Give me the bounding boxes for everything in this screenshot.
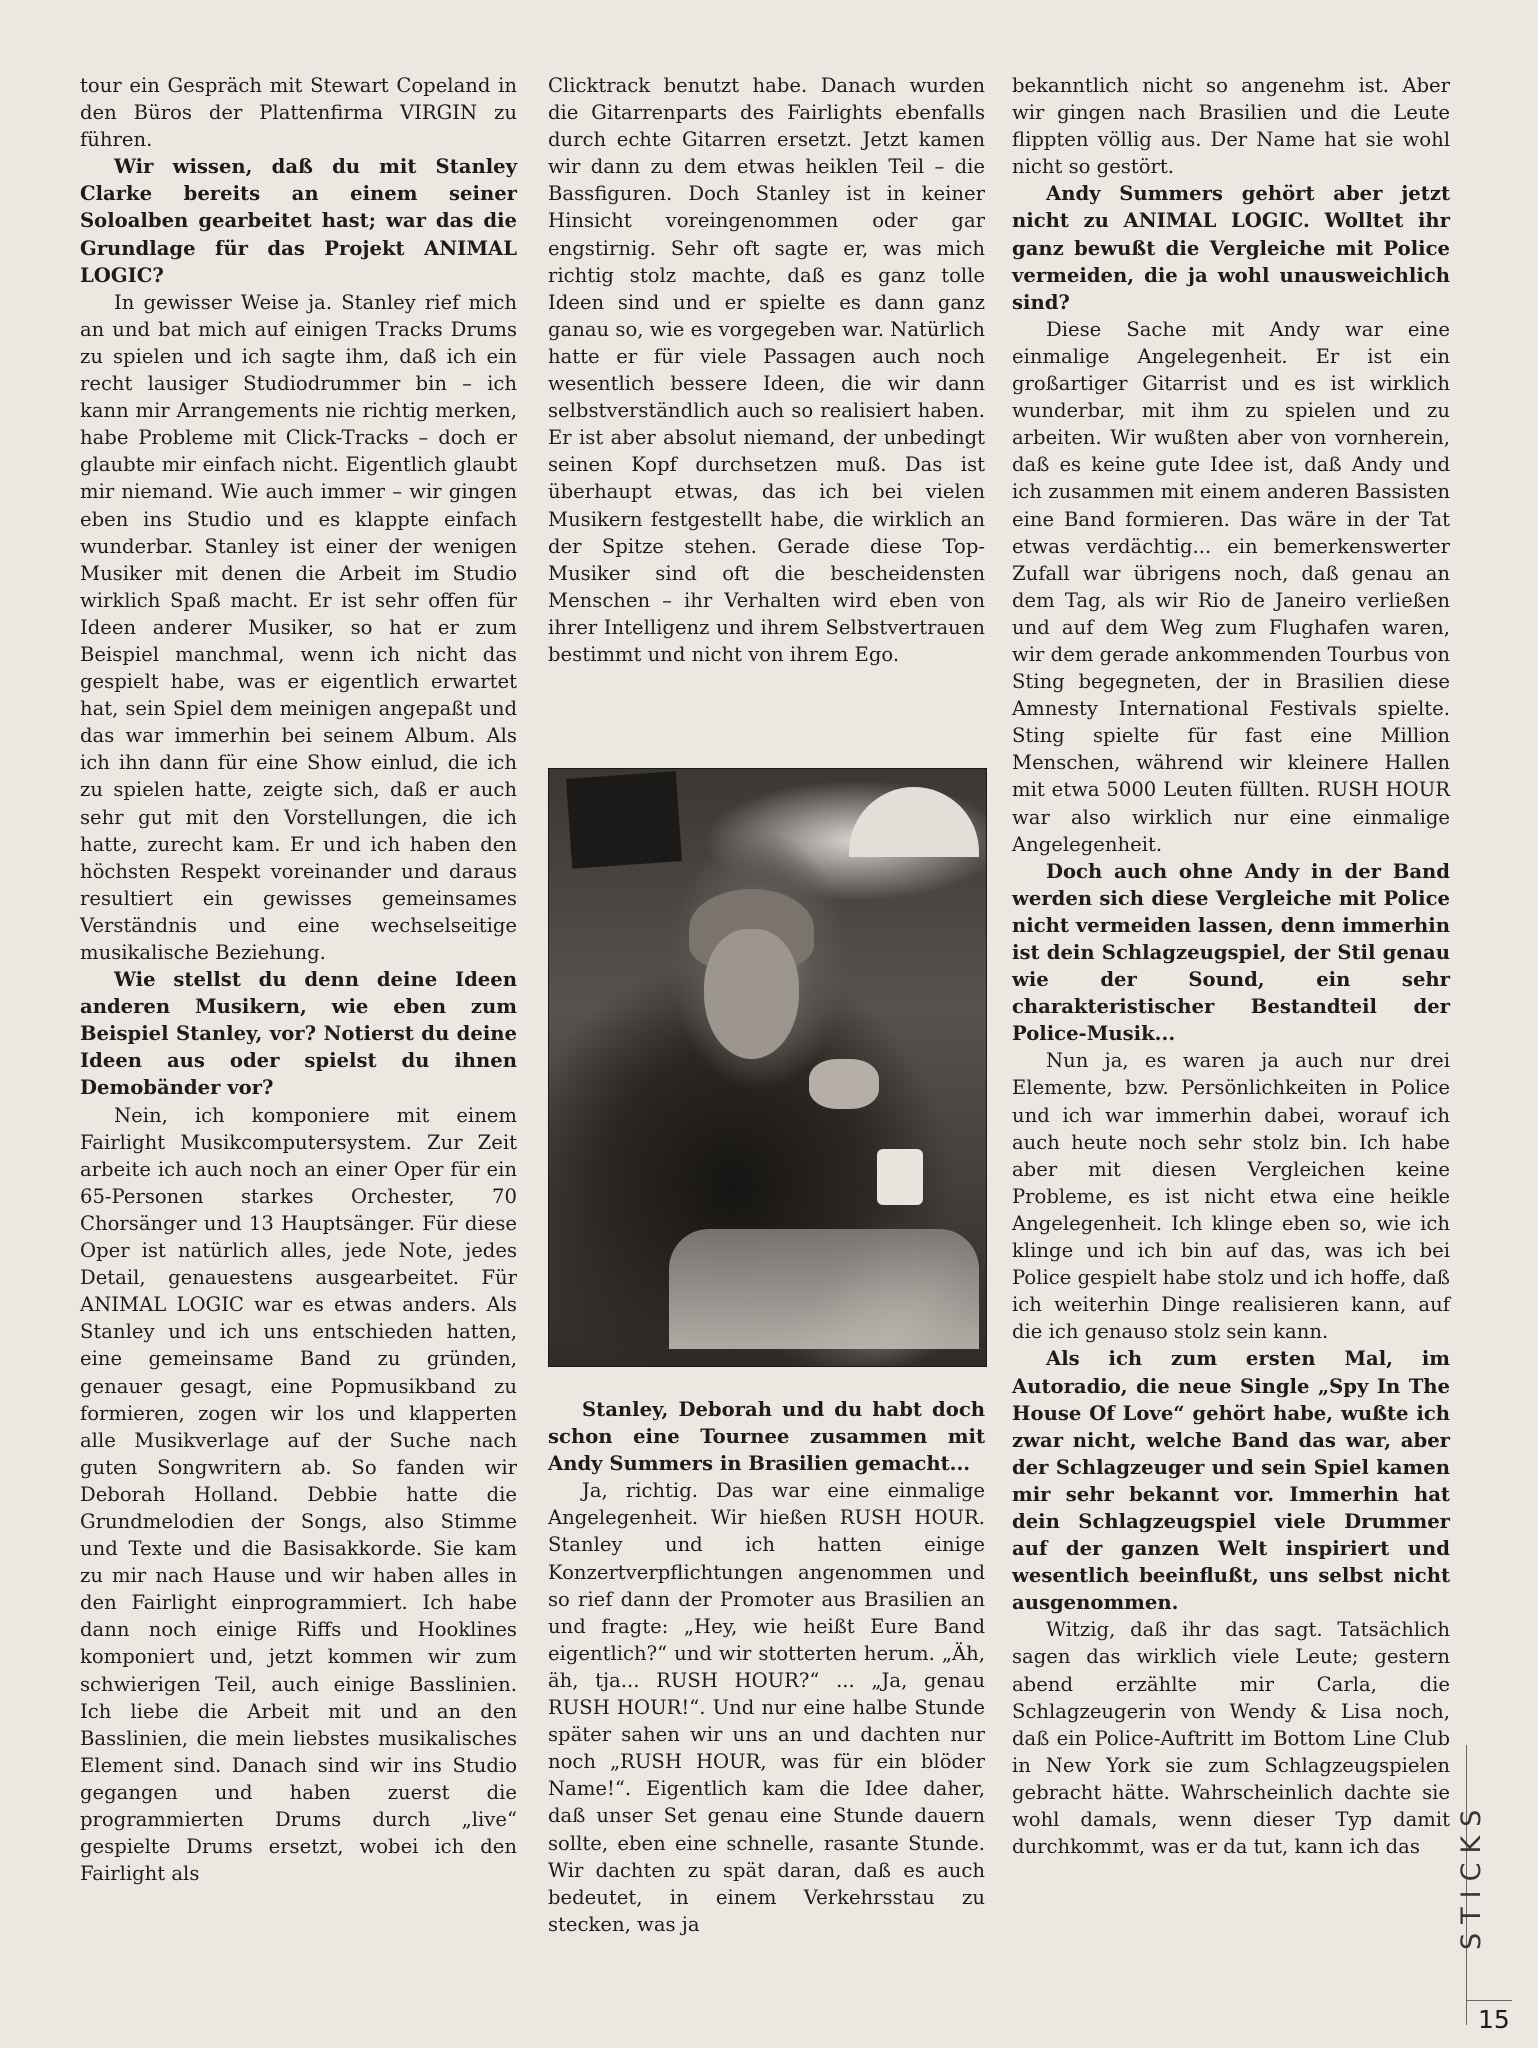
interview-answer: Clicktrack benutzt habe. Danach wurden die Gitarrenparts des Fairlights ebenfalls durch echte Gitarren ersetzt. Jetzt kamen wir dann zu dem etwas heiklen Teil – die Bassfiguren. Doch Stanley ist in keiner Hinsicht voreingenommen oder gar engstirnig. Sehr oft sagte er, was mich richtig stolz machte, daß es ganz tolle Ideen sind und er spielte es dann ganz ganau so, wie es vorgegeben war. Natürlich hatte er für viele Passagen auch noch wesentlich bessere Ideen, die wir dann selbstverständlich auch so realisiert haben. Er ist aber absolut niemand, der unbedingt seinen Kopf durchsetzen muß. Das ist überhaupt etwas, das ich bei vielen Musikern festgestellt habe, die wirklich an der Spitze stehen. Gerade diese Top-Musiker sind oft die bescheidensten Menschen – ihr Verhalten wird eben von ihrer Intelligenz und ihrem Selbstvertrauen bestimmt und nicht von ihrem Ego. (548, 74, 985, 666)
interview-answer: Witzig, daß ihr das sagt. Tatsächlich sagen das wirklich viele Leute; gestern abend erzählte mir Carla, die Schlagzeugerin von Wendy & Lisa noch, daß ein Police-Auftritt im Bottom Line Club in New York sie zum Schlagzeugspielen gebracht hätte. Wahrscheinlich dachte sie wohl damals, wenn dieser Typ damit durchkommt, was er da tut, kann ich das (1012, 1618, 1450, 1859)
interview-question: Als ich zum ersten Mal, im Autoradio, die neue Single „Spy In The House Of Love“ gehört habe, wußte ich zwar nicht, welche Band das war, aber der Schlagzeuger und sein Spiel kamen mir sehr bekannt vor. Immerhin hat dein Schlagzeugspiel viele Drummer auf der ganzen Welt inspiriert und wesentlich beeinflußt, uns selbst nicht ausgenommen. (1012, 1347, 1450, 1615)
interview-question: Wie stellst du denn deine Ideen anderen Musikern, wie eben zum Beispiel Stanley, vor? Notierst du deine Ideen aus oder spielst du ihnen Demobänder vor? (80, 968, 517, 1100)
page-number: 15 (1478, 2005, 1510, 2034)
photo-face (704, 929, 799, 1059)
photo-poster (566, 771, 682, 868)
text-column-middle (548, 72, 985, 668)
interview-answer: In gewisser Weise ja. Stanley rief mich an und bat mich auf einigen Tracks Drums zu spielen und ich sagte ihm, daß ich ein recht lausiger Studiodrummer bin – ich kann mir Arrangements nie richtig merken, habe Probleme mit Click-Tracks – doch er glaubte mir einfach nicht. Eigentlich glaubt mir niemand. Wie auch immer – wir gingen eben ins Studio und es klappte einfach wunderbar. Stanley ist einer der wenigen Musiker mit denen die Arbeit im Studio wirklich Spaß macht. Er ist sehr offen für Ideen anderer Musiker, so hat er zum Beispiel manchmal, wenn ich nicht das gespielt habe, was er eigentlich erwartet hat, sein Spiel dem meinigen angepaßt und das war immerhin bei seinem Album. Als ich ihn dann für eine Show einlud, die ich zu spielen hatte, zeigte sich, daß er auch sehr gut mit den Vorstellungen, die ich hatte, zurecht kam. Er und ich haben den höchsten Respekt voreinander und daraus resultiert ein gewisses gemeinsames Verständnis und eine wechselseitige musikalische Beziehung. (80, 290, 517, 964)
interview-question: Wir wissen, daß du mit Stanley Clarke bereits an einem seiner Soloalben gearbeitet hast; war das die Grundlage für das Projekt ANIMAL LOGIC? (80, 155, 517, 287)
photo-hand (809, 1059, 879, 1109)
interview-answer: Diese Sache mit Andy war eine einmalige Angelegenheit. Er ist ein großartiger Gitarrist und es ist wirklich wunderbar, mit ihm zu spielen und zu arbeiten. Wir wußten aber von vornherein, daß es keine gute Idee ist, daß Andy und ich zusammen mit einem anderen Bassisten eine Band formieren. Das wäre in der Tat etwas verdächtig... ein bemerkenswerter Zufall war übrigens noch, daß genau an dem Tag, als wir Rio de Janeiro verließen und auf dem Weg zum Flughafen waren, wir dem gerade ankommenden Tourbus von Sting begegneten, der in Brasilien diese Amnesty International Festivals spielte. Sting spielte für fast eine Million Menschen, während wir kleinere Hallen mit etwa 5000 Leuten füllten. RUSH HOUR war also wirklich nur eine einmalige Angelegenheit. (1012, 317, 1450, 856)
interview-answer: tour ein Gespräch mit Stewart Copeland in den Büros der Plattenfirma VIRGIN zu führen. (80, 74, 517, 152)
page-number-rule (1466, 2000, 1512, 2001)
interview-question: Doch auch ohne Andy in der Band werden sich diese Vergleiche mit Police nicht vermeiden lassen, denn immerhin ist dein Schlagzeugspiel, der Stil genau wie der Sound, ein sehr charakteristischer Bestandteil der Police-Musik... (1012, 859, 1450, 1046)
interview-photo (548, 768, 987, 1367)
interview-question: Andy Summers gehört aber jetzt nicht zu ANIMAL LOGIC. Wolltet ihr ganz bewußt die Vergleiche mit Police vermeiden, die ja wohl unausweichlich sind? (1012, 182, 1450, 314)
text-column-left (80, 72, 517, 1887)
interview-answer: bekanntlich nicht so angenehm ist. Aber wir gingen nach Brasilien und die Leute flippten völlig aus. Der Name hat sie wohl nicht so gestört. (1012, 74, 1450, 179)
interview-answer: Nein, ich komponiere mit einem Fairlight Musikcomputersystem. Zur Zeit arbeite ich auch noch an einer Oper für ein 65-Personen starkes Orchester, 70 Chorsänger und 13 Hauptsänger. Für diese Oper ist natürlich alles, jede Note, jedes Detail, genauestens ausgearbeitet. Für ANIMAL LOGIC war es etwas anders. Als Stanley und ich uns entschieden hatten, eine gemeinsame Band zu gründen, genauer gesagt, eine Popmusikband zu formieren, zogen wir los und klapperten alle Musikverlage auf der Suche nach guten Songwritern ab. So fanden wir Deborah Holland. Debbie hatte die Grundmelodien der Songs, also Stimme und Texte und die Basisakkorde. Sie kam zu mir nach Hause und wir haben alles in den Fairlight einprogrammiert. Ich habe dann noch einige Riffs und Hooklines komponiert und, jetzt kommen wir zum schwierigen Teil, auch einige Basslinien. Ich liebe die Arbeit mit und an den Basslinien, die mein liebstes musikalisches Element sind. Danach sind wir ins Studio gegangen und haben zuerst die programmierten Drums durch „live“ gespielte Drums ersetzt, wobei ich den Fairlight als (80, 1103, 517, 1886)
interview-question: Stanley, Deborah und du habt doch schon eine Tournee zusammen mit Andy Summers in Brasilien gemacht... (548, 1398, 985, 1476)
photo-mug (877, 1149, 923, 1205)
text-column-right (1012, 72, 1450, 1860)
interview-answer: Ja, richtig. Das war eine einmalige Angelegenheit. Wir hießen RUSH HOUR. Stanley und ich hatten einige Konzertverpflichtungen angenommen und so rief dann der Promoter aus Brasilien an und fragte: „Hey, wie heißt Eure Band eigentlich?“ und wir stotterten herum. „Äh, äh, tja... RUSH HOUR?“ ... „Ja, genau RUSH HOUR!“. Und nur eine halbe Stunde später sahen wir uns an und dachten nur noch „RUSH HOUR, was für ein blöder Name!“. Eigentlich kam die Idee daher, daß unser Set genau eine Stunde dauern sollte, eben eine schnelle, rasante Stunde. Wir dachten zu spät daran, daß es auch bedeutet, in einem Verkehrsstau zu stecken, was ja (548, 1479, 985, 1936)
photo-lamp (849, 787, 979, 857)
interview-answer: Nun ja, es waren ja auch nur drei Elemente, bzw. Persönlichkeiten in Police und ich war immerhin dabei, worauf ich auch heute noch sehr stolz bin. Ich habe aber mit diesen Vergleichen keine Probleme, es ist nicht etwa eine heikle Angelegenheit. Ich klinge eben so, wie ich klinge und ich bin auf das, was ich bei Police gespielt habe stolz und ich hoffe, daß ich weiterhin Dinge realisieren kann, auf die ich genauso stolz sein kann. (1012, 1049, 1450, 1344)
photo-table (669, 1229, 979, 1349)
text-column-middle-lower (548, 1396, 985, 1938)
magazine-section-label: STICKS (1456, 1800, 1487, 1950)
middle-column-top-text (548, 72, 985, 668)
